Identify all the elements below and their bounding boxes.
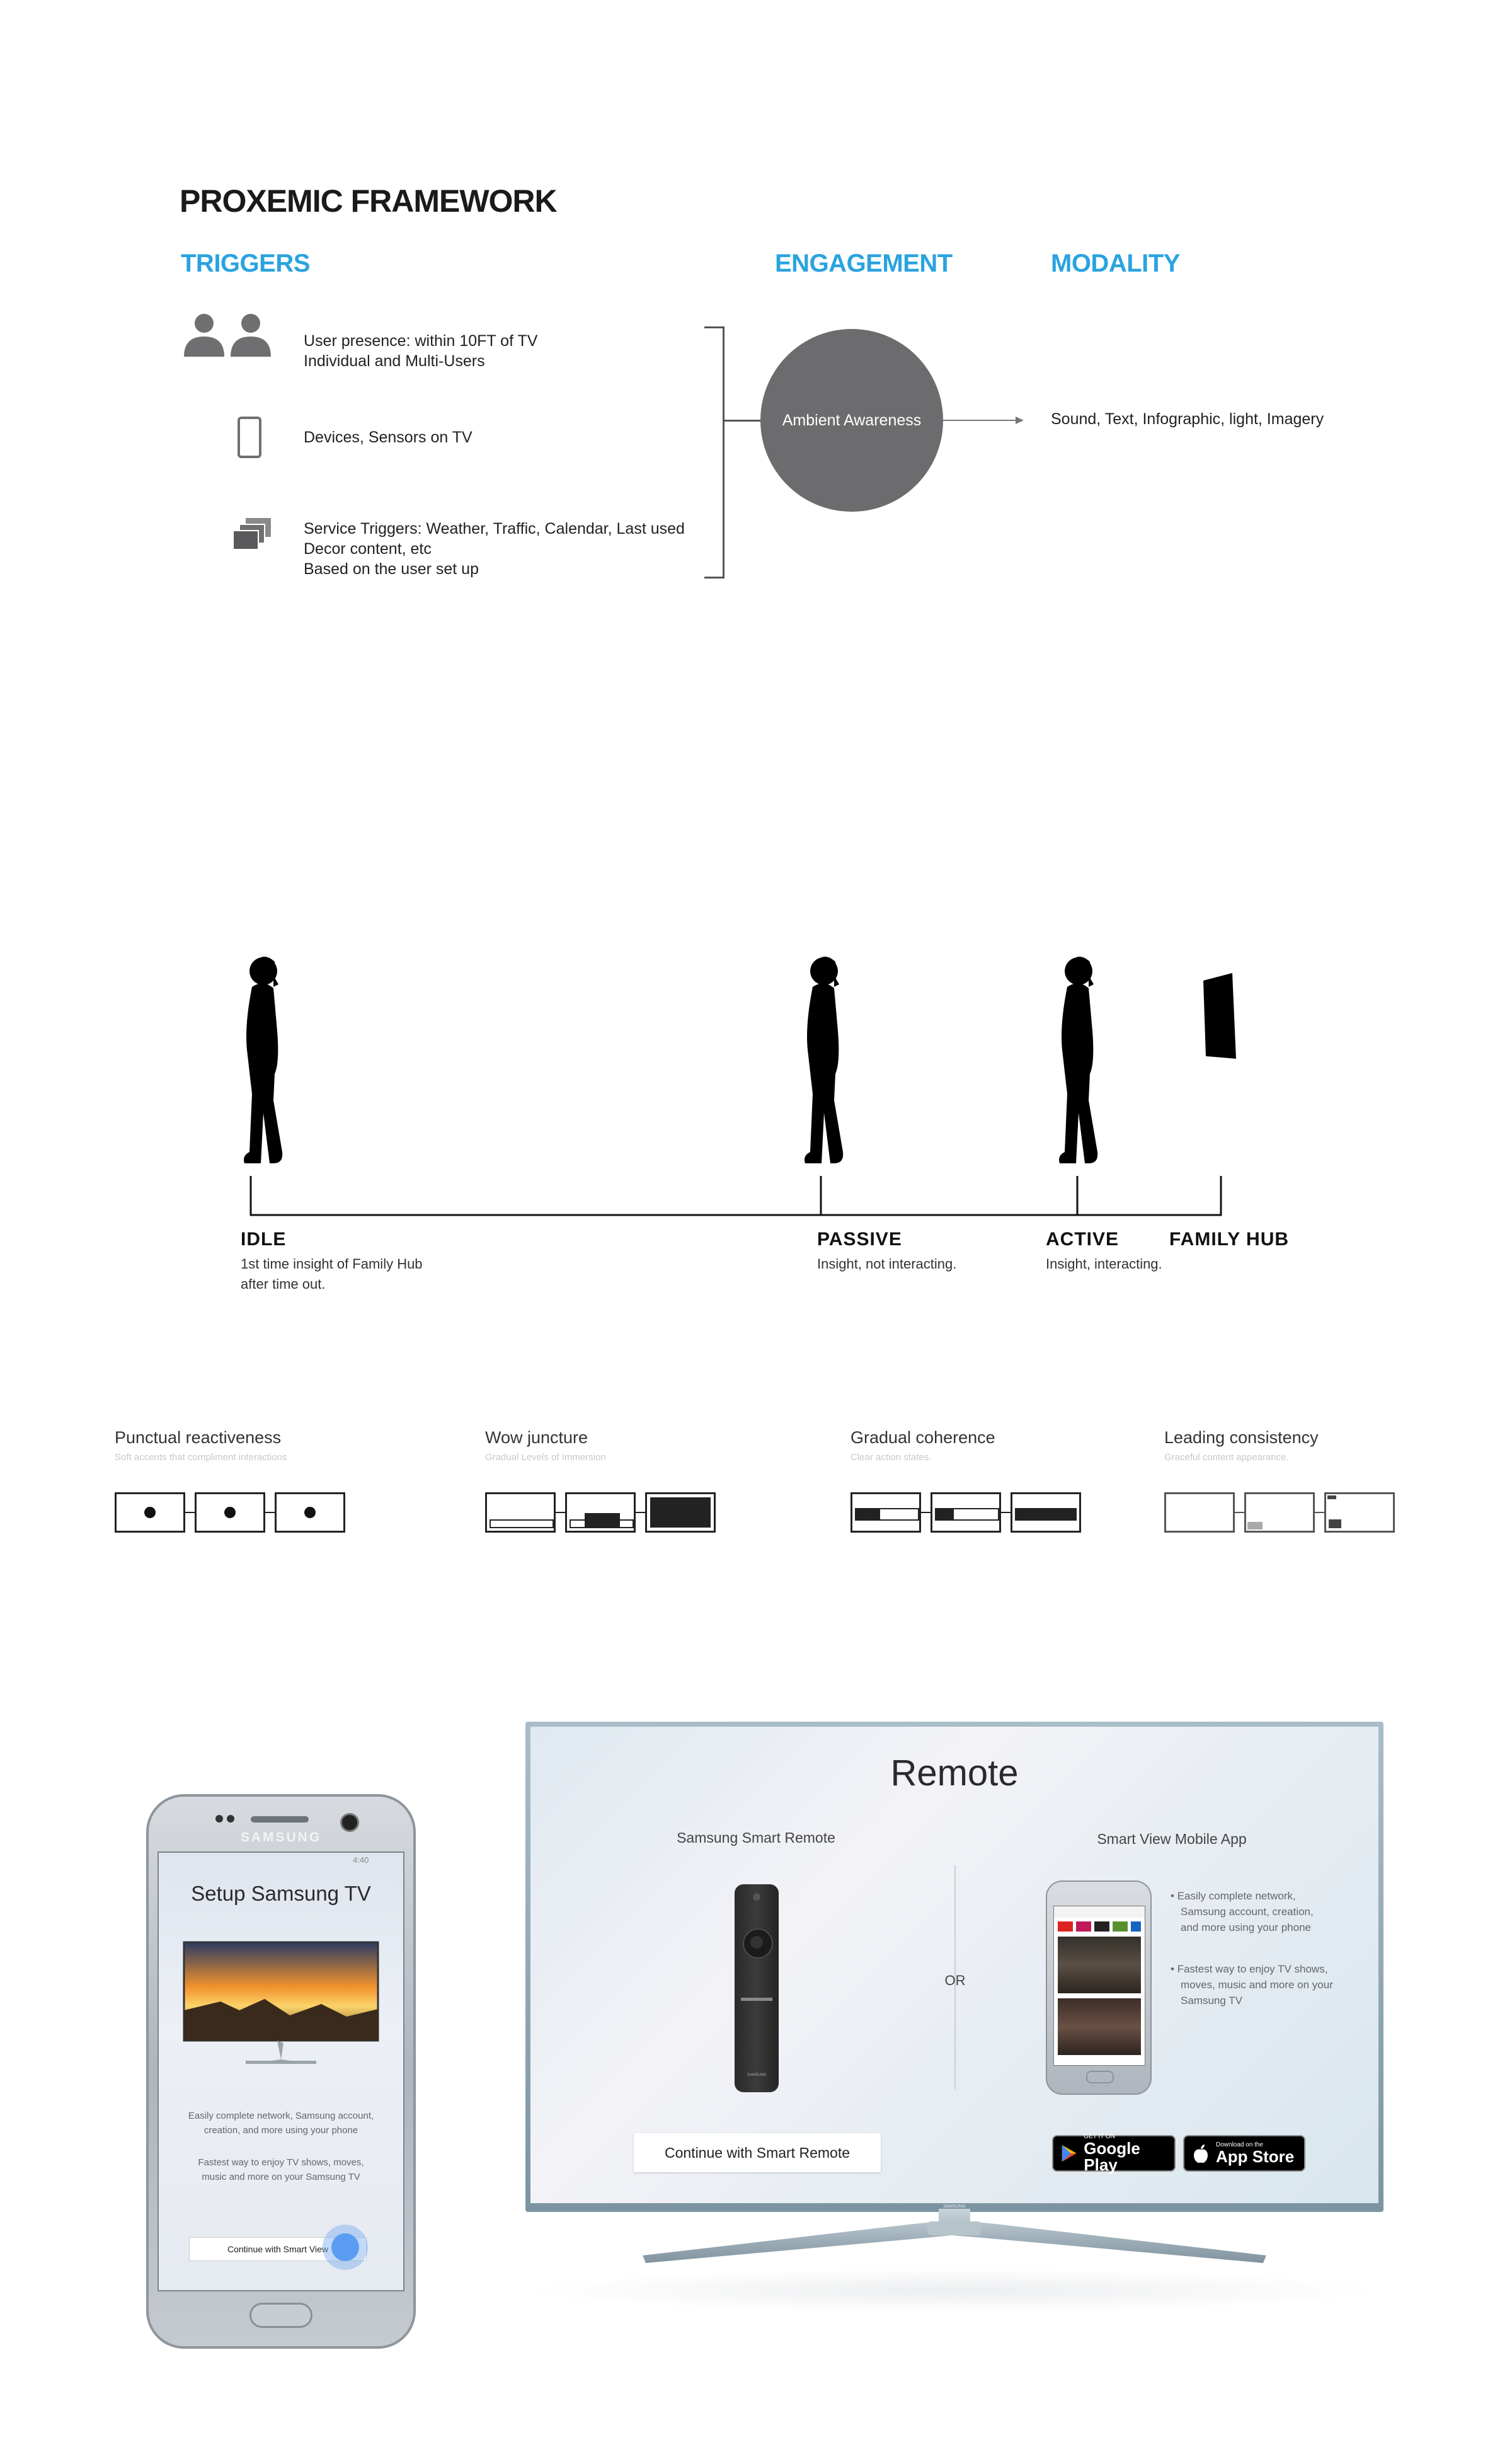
stage-passive-desc: Insight, not interacting. xyxy=(817,1256,957,1272)
smart-view-bullet-2: • Fastest way to enjoy TV shows, moves, music and more on your Samsung TV xyxy=(1171,1963,1333,2007)
smartphone-icon xyxy=(237,416,262,459)
stage-active-label: ACTIVE xyxy=(1046,1229,1120,1250)
continue-smart-remote-button[interactable]: Continue with Smart Remote xyxy=(634,2133,881,2172)
phone-brand-logo: SAMSUNG xyxy=(240,1830,322,1845)
state-subtitle: Clear action states. xyxy=(850,1452,932,1463)
engagement-circle: Ambient Awareness xyxy=(760,329,943,512)
apple-icon xyxy=(1192,2143,1210,2163)
trigger-devices: Devices, Sensors on TV xyxy=(304,429,472,446)
users-icon xyxy=(181,313,275,358)
state-consistency-illustration xyxy=(1164,1492,1397,1536)
person-passive-icon xyxy=(805,957,843,1163)
engagement-heading: ENGAGEMENT xyxy=(775,250,953,277)
state-punctual-illustration xyxy=(115,1492,348,1536)
state-coherence-illustration xyxy=(850,1492,1084,1536)
app-store-badge[interactable]: Download on the App Store xyxy=(1183,2135,1305,2172)
timeline-diagram xyxy=(227,945,1285,1223)
state-subtitle: Gradual Levels of Immersion xyxy=(485,1452,606,1463)
triggers-heading: TRIGGERS xyxy=(181,250,310,277)
phone-screen xyxy=(158,1851,404,2291)
tv-sunset-image xyxy=(183,1941,379,2067)
phone-setup-title: Setup Samsung TV xyxy=(191,1882,371,1905)
framework-title: PROXEMIC FRAMEWORK xyxy=(180,183,557,219)
state-title: Punctual reactiveness xyxy=(115,1428,282,1447)
phone-sensors xyxy=(215,1815,236,1824)
stage-passive-label: PASSIVE xyxy=(817,1229,902,1250)
phone-speaker xyxy=(251,1816,309,1823)
arrow-head-icon xyxy=(1016,416,1024,425)
state-title: Gradual coherence xyxy=(850,1428,995,1447)
or-label: OR xyxy=(944,1972,966,1988)
engagement-arrow-line xyxy=(943,420,1019,421)
modality-heading: MODALITY xyxy=(1051,250,1180,277)
state-title: Leading consistency xyxy=(1164,1428,1319,1447)
phone-desc-1: Easily complete network, Samsung account, creation, and more using your phone xyxy=(188,2111,374,2136)
tv-stand xyxy=(643,2209,1266,2278)
touch-indicator xyxy=(323,2225,368,2270)
smart-remote-heading: Samsung Smart Remote xyxy=(677,1829,835,1846)
trigger-user-presence: User presence: within 10FT of TV Individual and Multi-Users xyxy=(304,332,538,370)
triggers-bracket xyxy=(704,326,724,579)
google-play-badge[interactable]: GET IT ON Google Play xyxy=(1052,2135,1176,2172)
state-wow-illustration xyxy=(485,1492,718,1536)
person-active-icon xyxy=(1059,957,1097,1163)
phone-home-button[interactable] xyxy=(249,2303,312,2328)
family-hub-device-icon xyxy=(1203,973,1236,1059)
stage-family-hub-label: FAMILY HUB xyxy=(1169,1229,1290,1250)
phone-status-time: 4:40 xyxy=(353,1855,369,1865)
bracket-connector xyxy=(724,420,762,422)
smart-view-bullet-1: • Easily complete network, Samsung account, creation, and more using your phone xyxy=(1171,1890,1314,1933)
stage-idle-label: IDLE xyxy=(241,1229,287,1250)
state-subtitle: Soft accents that compliment interactions xyxy=(115,1452,287,1463)
modality-text: Sound, Text, Infographic, light, Imagery xyxy=(1051,410,1324,428)
google-play-icon xyxy=(1061,2143,1077,2163)
person-idle-icon xyxy=(244,957,282,1163)
tv-remote-title: Remote xyxy=(890,1753,1019,1794)
samsung-remote-image: SAMSUNG xyxy=(735,1884,779,2092)
state-subtitle: Graceful content appearance. xyxy=(1164,1452,1289,1463)
trigger-service: Service Triggers: Weather, Traffic, Calendar, Last used Decor content, etc Based on the user set up xyxy=(304,520,685,578)
or-divider-bottom xyxy=(954,2001,956,2089)
stage-idle-desc: 1st time insight of Family Hub after time out. xyxy=(241,1256,423,1292)
phone-continue-button[interactable]: Continue with Smart View xyxy=(189,2237,367,2261)
stage-active-desc: Insight, interacting. xyxy=(1046,1256,1162,1272)
state-title: Wow juncture xyxy=(485,1428,588,1447)
phone-camera xyxy=(340,1813,359,1832)
stacked-cards-icon xyxy=(232,517,272,552)
phone-desc-2: Fastest way to enjoy TV shows, moves, music and more on your Samsung TV xyxy=(198,2157,364,2182)
smart-view-heading: Smart View Mobile App xyxy=(1097,1831,1247,1847)
tv-brand-logo: SAMSUNG xyxy=(943,2204,966,2209)
mini-phone-image xyxy=(1046,1880,1152,2095)
